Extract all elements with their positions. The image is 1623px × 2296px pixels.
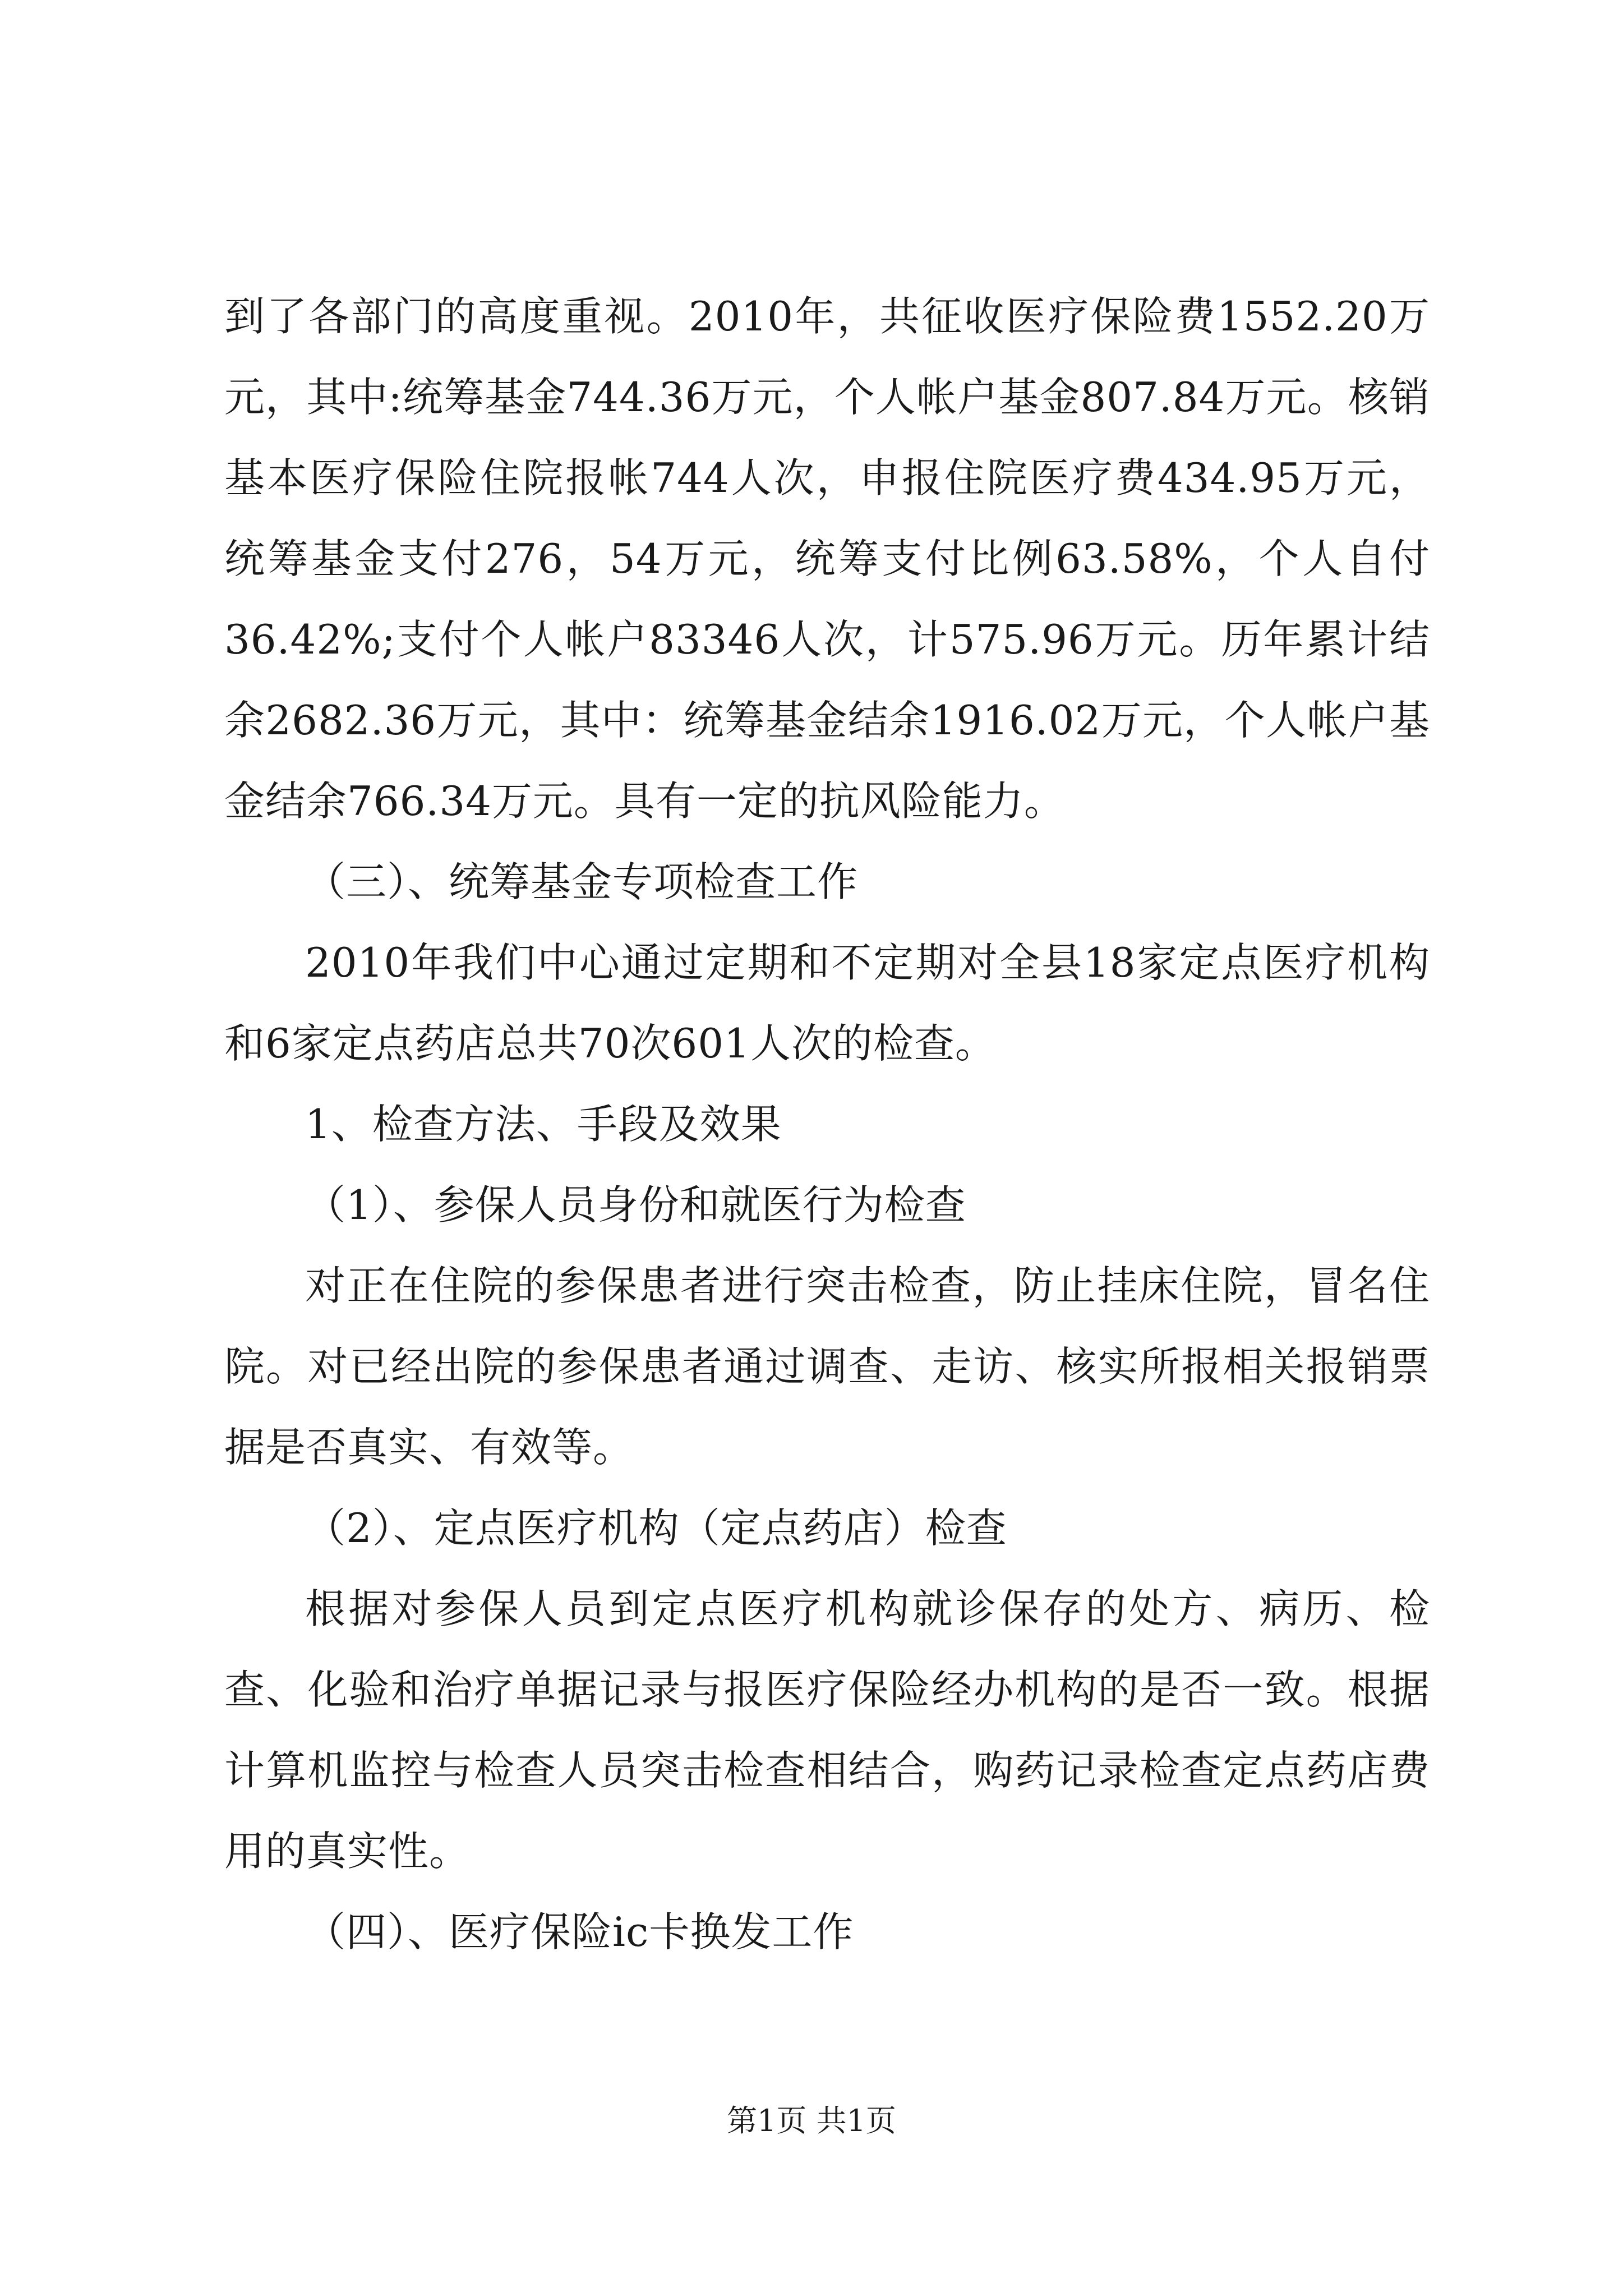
paragraph-identity-check: 对正在住院的参保患者进行突击检查，防止挂床住院，冒名住院。对已经出院的参保患者通过调查、走访、核实所报相关报销票据是否真实、有效等。: [224, 1262, 1430, 1471]
heading-identity-check: （1）、参保人员身份和就医行为检查: [305, 1181, 966, 1228]
heading-inspection-methods: 1、检查方法、手段及效果: [305, 1101, 782, 1148]
document-body: [224, 276, 1430, 1972]
paragraph-inspection-overview: 2010年我们中心通过定期和不定期对全县18家定点医疗机构和6家定点药店总共70次601人次的检查。: [224, 939, 1430, 1067]
page-footer: 第1页 共1页: [727, 2103, 896, 2138]
heading-institution-check: （2）、定点医疗机构（定点药店）检查: [305, 1504, 1007, 1552]
paragraph-fund-summary: 到了各部门的高度重视。2010年，共征收医疗保险费1552.20万元，其中:统筹基金744.36万元，个人帐户基金807.84万元。核销基本医疗保险住院报帐744人次，申报住院医疗费434.95万元，统筹基金支付276，54万元，统筹支付比例63.58%，个人自付36.42%;支付个人帐户83346人次，计575.96万元。历年累计结余2682.36万元，其中：统筹基金结余1916.02万元，个人帐户基金结余766.34万元。具有一定的抗风险能力。: [224, 293, 1430, 825]
heading-fund-inspection: （三）、统筹基金专项检查工作: [305, 858, 859, 905]
paragraph-institution-check: 根据对参保人员到定点医疗机构就诊保存的处方、病历、检查、化验和治疗单据记录与报医疗保险经办机构的是否一致。根据计算机监控与检查人员突击检查相结合，购药记录检查定点药店费用的真实性。: [224, 1585, 1430, 1875]
heading-ic-card: （四）、医疗保险ic卡换发工作: [305, 1908, 854, 1955]
